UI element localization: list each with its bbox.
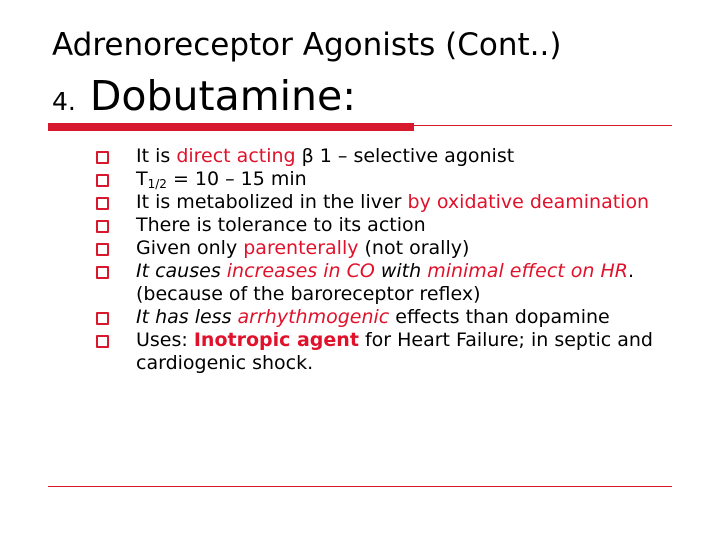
bullet-item (96, 237, 696, 260)
bullet-text: It has less (136, 306, 238, 328)
bullet-highlight: direct acting (176, 145, 296, 167)
drug-name: Dobutamine: (89, 72, 357, 120)
bullet-text: .(because of the baroreceptor reflex) (136, 260, 635, 305)
square-bullet-icon (96, 266, 109, 279)
bullet-highlight: by oxidative deamination (407, 191, 650, 213)
slide-subtitle (52, 72, 356, 120)
bullet-text: Uses: (136, 329, 194, 351)
bullet-highlight: minimal effect on HR (427, 260, 628, 282)
half-life-subscript: 1/2 (147, 177, 167, 191)
section-number: 4. (52, 87, 76, 116)
bullet-highlight: arrhythmogenic (237, 306, 390, 328)
square-bullet-icon (96, 243, 109, 256)
footer-divider (48, 486, 672, 487)
bullet-list (96, 145, 696, 375)
title-underline-thin (414, 125, 672, 126)
bullet-highlight: Inotropic agent (193, 329, 359, 351)
bullet-text: = 10 – 15 min (166, 168, 307, 190)
bullet-text: for Heart Failure; in septic and cardiogenic shock. (136, 329, 653, 374)
square-bullet-icon (96, 151, 109, 164)
bullet-highlight: parenterally (243, 237, 359, 259)
square-bullet-icon (96, 197, 109, 210)
bullet-item (96, 214, 696, 237)
bullet-text: β 1 – selective agonist (295, 145, 515, 167)
bullet-item (96, 306, 696, 329)
slide-title: Adrenoreceptor Agonists (Cont..) (52, 27, 562, 63)
bullet-text: T (136, 168, 148, 190)
bullet-item (96, 145, 696, 168)
bullet-text: with (374, 260, 428, 282)
square-bullet-icon (96, 335, 109, 348)
bullet-text: It causes (136, 260, 227, 282)
bullet-text: (not orally) (358, 237, 470, 259)
square-bullet-icon (96, 220, 109, 233)
bullet-text: There is tolerance to its action (136, 214, 426, 236)
bullet-item (96, 168, 696, 191)
bullet-highlight: increases in CO (226, 260, 375, 282)
bullet-text: Given only (136, 237, 244, 259)
bullet-item (96, 260, 696, 306)
bullet-item (96, 191, 696, 214)
bullet-text: It is metabolized in the liver (136, 191, 408, 213)
square-bullet-icon (96, 174, 109, 187)
bullet-text: It is (136, 145, 177, 167)
title-underline-thick (48, 123, 414, 131)
square-bullet-icon (96, 312, 109, 325)
bullet-text: effects than dopamine (389, 306, 610, 328)
bullet-item (96, 329, 696, 375)
